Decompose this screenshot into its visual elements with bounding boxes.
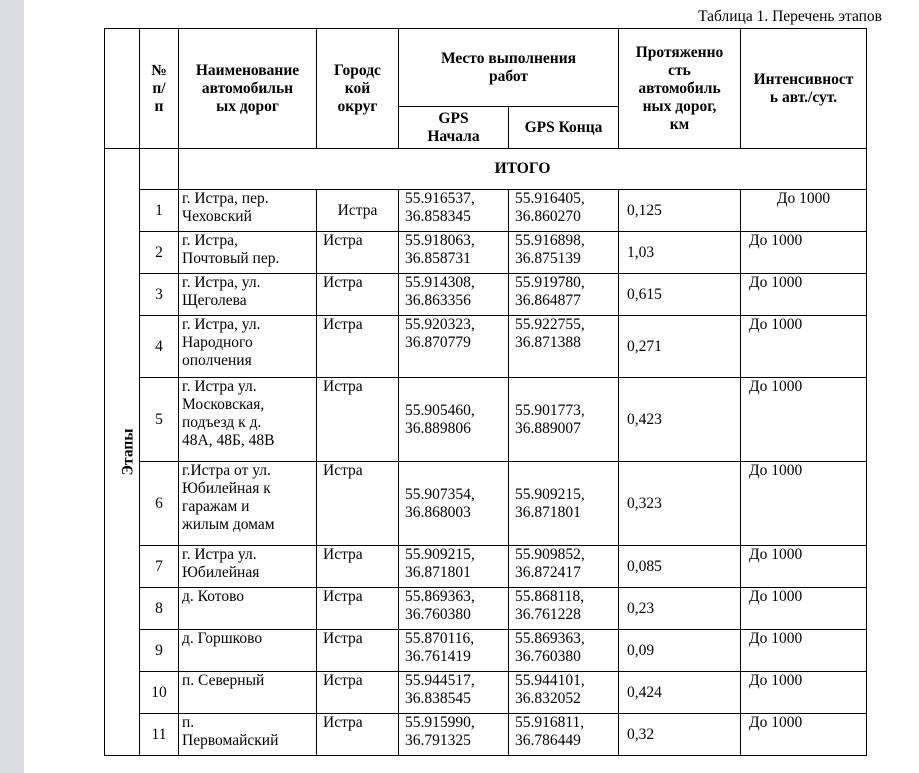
- road-length: 0,271: [619, 316, 741, 378]
- gps-end: 55.916405, 36.860270: [509, 190, 619, 232]
- table-row: [105, 462, 867, 546]
- road-length: 0,23: [619, 588, 741, 630]
- row-number: 3: [140, 274, 179, 316]
- row-number: 10: [140, 672, 179, 714]
- stages-label: Этапы: [119, 428, 137, 476]
- road-name: г. Истра ул. Московская, подъезд к д. 48А, 48Б, 48В: [179, 378, 317, 462]
- header-number: № п/ п: [140, 29, 179, 149]
- gps-start: 55.918063, 36.858731: [399, 232, 509, 274]
- road-length: 1,03: [619, 232, 741, 274]
- road-name: г. Истра, пер. Чеховский: [179, 190, 317, 232]
- table-row: [105, 316, 867, 378]
- header-row-1: [105, 29, 867, 107]
- gps-start: 55.920323, 36.870779: [399, 316, 509, 378]
- gps-end: 55.909215, 36.871801: [509, 462, 619, 546]
- city-district: Истра: [317, 588, 399, 630]
- road-length: 0,423: [619, 378, 741, 462]
- header-city-district: Городс кой округ: [317, 29, 399, 149]
- header-gps-start: GPS Начала: [399, 107, 509, 149]
- city-district: Истра: [317, 378, 399, 462]
- stages-table: [104, 28, 867, 756]
- header-intensity: Интенсивност ь авт./сут.: [741, 29, 867, 149]
- table-row: [105, 630, 867, 672]
- road-name: г. Истра ул. Юбилейная: [179, 546, 317, 588]
- row-number: 2: [140, 232, 179, 274]
- road-name: п. Северный: [179, 672, 317, 714]
- row-number: 9: [140, 630, 179, 672]
- total-row: [105, 149, 867, 190]
- road-length: 0,32: [619, 714, 741, 756]
- total-number-cell: [140, 149, 179, 190]
- row-number: 5: [140, 378, 179, 462]
- gps-end: 55.922755, 36.871388: [509, 316, 619, 378]
- gps-end: 55.919780, 36.864877: [509, 274, 619, 316]
- intensity: До 1000: [741, 378, 867, 462]
- gps-end: 55.909852, 36.872417: [509, 546, 619, 588]
- road-name: г.Истра от ул. Юбилейная к гаражам и жилым домам: [179, 462, 317, 546]
- intensity: До 1000: [741, 190, 867, 232]
- road-length: 0,615: [619, 274, 741, 316]
- road-length: 0,085: [619, 546, 741, 588]
- road-name: г. Истра, ул. Народного ополчения: [179, 316, 317, 378]
- intensity: До 1000: [741, 714, 867, 756]
- document-page: [24, 0, 919, 773]
- road-name: г. Истра, ул. Щеголева: [179, 274, 317, 316]
- intensity: До 1000: [741, 274, 867, 316]
- row-number: 4: [140, 316, 179, 378]
- road-name: п. Первомайский: [179, 714, 317, 756]
- road-length: 0,09: [619, 630, 741, 672]
- gps-end: 55.944101, 36.832052: [509, 672, 619, 714]
- gps-start: 55.916537, 36.858345: [399, 190, 509, 232]
- intensity: До 1000: [741, 546, 867, 588]
- city-district: Истра: [317, 462, 399, 546]
- row-number: 7: [140, 546, 179, 588]
- city-district: Истра: [317, 316, 399, 378]
- gps-end: 55.916811, 36.786449: [509, 714, 619, 756]
- city-district: Истра: [317, 546, 399, 588]
- gps-start: 55.905460, 36.889806: [399, 378, 509, 462]
- row-number: 11: [140, 714, 179, 756]
- city-district: Истра: [317, 714, 399, 756]
- road-name: д. Горшково: [179, 630, 317, 672]
- table-row: [105, 588, 867, 630]
- header-work-place: Место выполнения работ: [399, 29, 619, 107]
- road-length: 0,125: [619, 190, 741, 232]
- intensity: До 1000: [741, 232, 867, 274]
- table-caption: Таблица 1. Перечень этапов: [698, 8, 882, 25]
- city-district: Истра: [317, 232, 399, 274]
- table-row: [105, 672, 867, 714]
- gps-start: 55.914308, 36.863356: [399, 274, 509, 316]
- gps-start: 55.870116, 36.761419: [399, 630, 509, 672]
- stages-label-cell: [105, 149, 140, 756]
- table-row: [105, 190, 867, 232]
- row-number: 8: [140, 588, 179, 630]
- intensity: До 1000: [741, 588, 867, 630]
- table-row: [105, 232, 867, 274]
- road-length: 0,424: [619, 672, 741, 714]
- table-row: [105, 378, 867, 462]
- row-number: 1: [140, 190, 179, 232]
- gps-end: 55.868118, 36.761228: [509, 588, 619, 630]
- gps-start: 55.915990, 36.791325: [399, 714, 509, 756]
- city-district: Истра: [317, 672, 399, 714]
- table-row: [105, 714, 867, 756]
- city-district: Истра: [317, 190, 399, 232]
- road-length: 0,323: [619, 462, 741, 546]
- header-blank-cell: [105, 29, 140, 149]
- city-district: Истра: [317, 630, 399, 672]
- road-name: г. Истра, Почтовый пер.: [179, 232, 317, 274]
- gps-start: 55.869363, 36.760380: [399, 588, 509, 630]
- intensity: До 1000: [741, 672, 867, 714]
- city-district: Истра: [317, 274, 399, 316]
- gps-start: 55.909215, 36.871801: [399, 546, 509, 588]
- road-name: д. Котово: [179, 588, 317, 630]
- gps-start: 55.944517, 36.838545: [399, 672, 509, 714]
- row-number: 6: [140, 462, 179, 546]
- gps-end: 55.869363, 36.760380: [509, 630, 619, 672]
- header-road-name: Наименование автомобильн ых дорог: [179, 29, 317, 149]
- header-road-length: Протяженно сть автомобиль ных дорог, км: [619, 29, 741, 149]
- intensity: До 1000: [741, 316, 867, 378]
- gps-end: 55.916898, 36.875139: [509, 232, 619, 274]
- header-gps-end: GPS Конца: [509, 107, 619, 149]
- table-row: [105, 274, 867, 316]
- gps-start: 55.907354, 36.868003: [399, 462, 509, 546]
- total-label: ИТОГО: [179, 149, 867, 190]
- intensity: До 1000: [741, 462, 867, 546]
- gps-end: 55.901773, 36.889007: [509, 378, 619, 462]
- intensity: До 1000: [741, 630, 867, 672]
- table-row: [105, 546, 867, 588]
